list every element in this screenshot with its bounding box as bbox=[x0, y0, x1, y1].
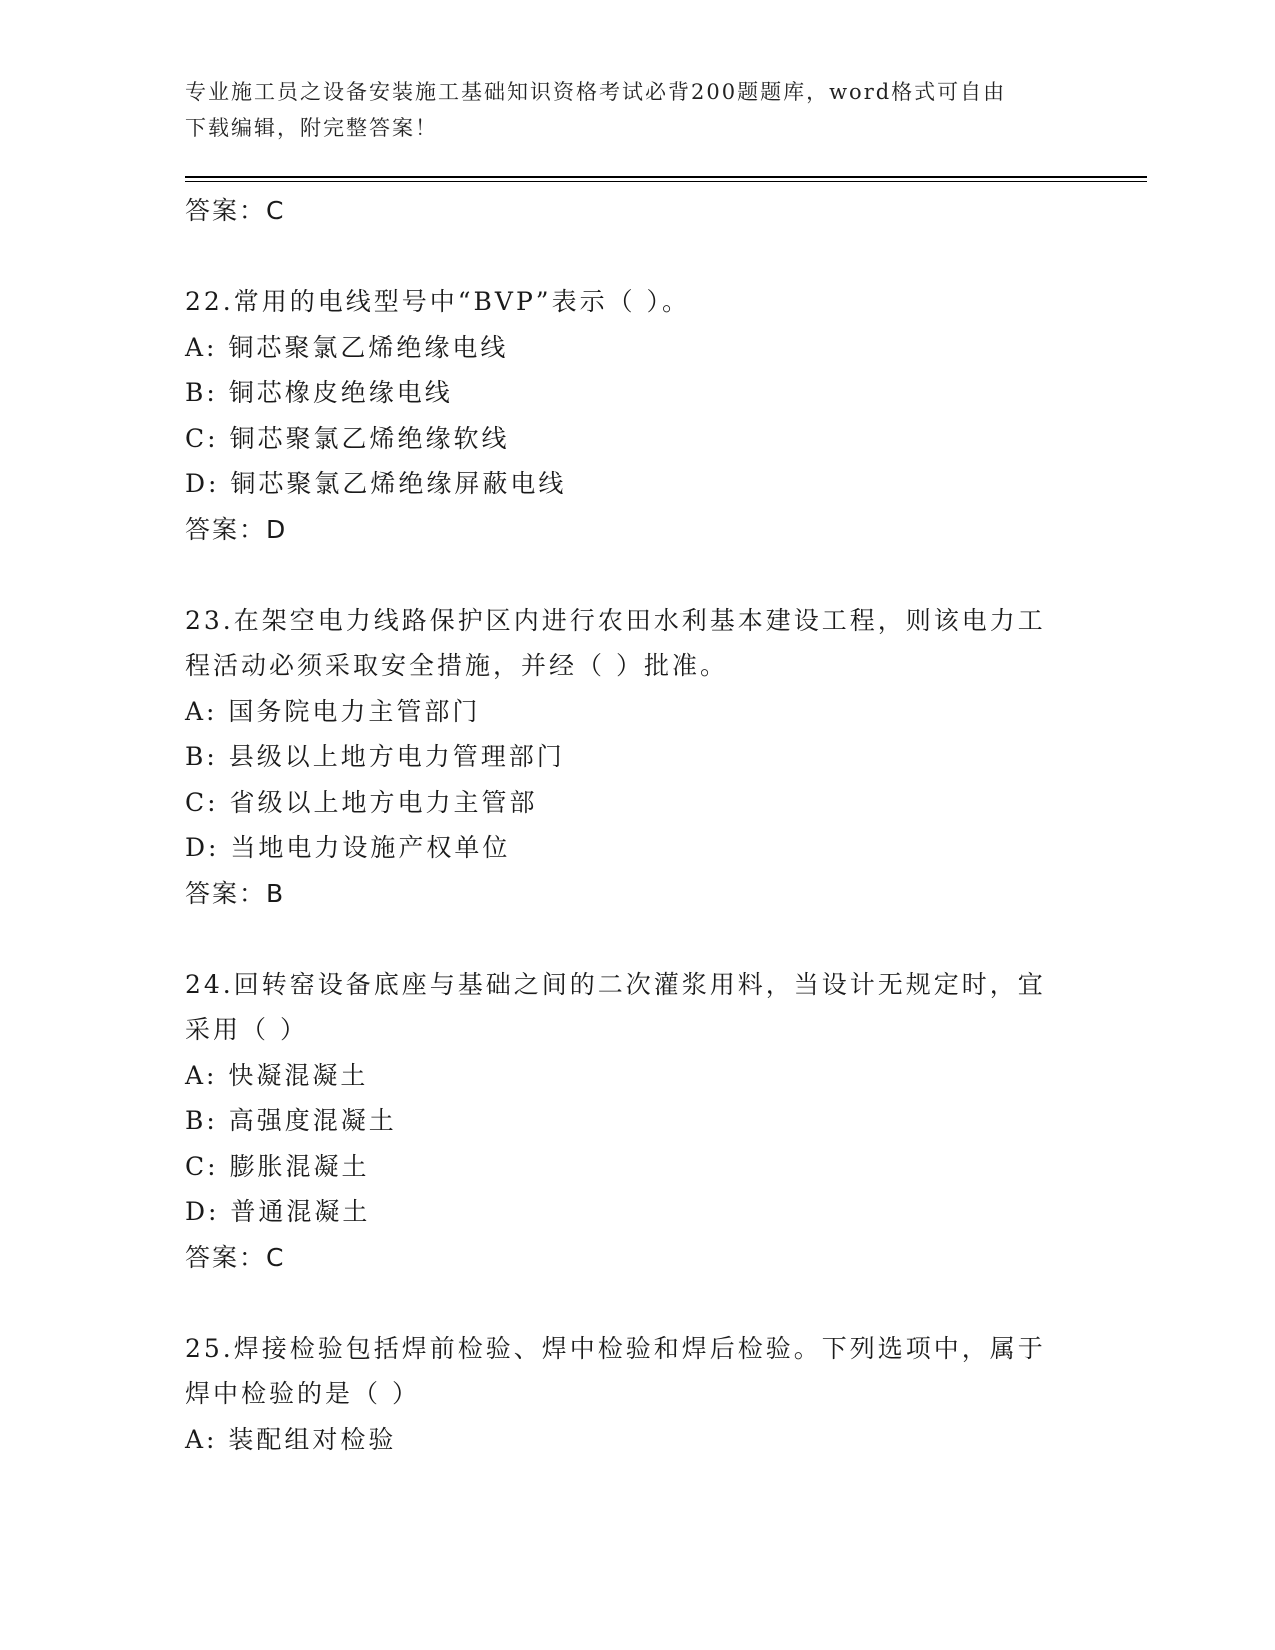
option-a: A: 铜芯聚氯乙烯绝缘电线 bbox=[185, 332, 509, 362]
option-a: A: 快凝混凝土 bbox=[185, 1060, 369, 1090]
question-25 bbox=[185, 1326, 1075, 1463]
option-d: D: 铜芯聚氯乙烯绝缘屏蔽电线 bbox=[185, 469, 567, 498]
document-header bbox=[185, 74, 1065, 146]
option-b: B: 铜芯橡皮绝缘电线 bbox=[185, 378, 453, 407]
question-22 bbox=[185, 279, 1075, 552]
question-title-line-2: 程活动必须采取安全措施，并经（ ）批准。 bbox=[185, 651, 728, 680]
header-line-2: 下载编辑，附完整答案！ bbox=[185, 116, 438, 140]
question-title: 22.常用的电线型号中“BVP”表示（ ）。 bbox=[185, 287, 691, 316]
option-a: A: 装配组对检验 bbox=[185, 1424, 397, 1454]
previous-answer: 答案：C bbox=[185, 196, 286, 225]
option-d: D: 普通混凝土 bbox=[185, 1197, 371, 1226]
answer: 答案：C bbox=[185, 1242, 286, 1272]
question-title-line-1: 23.在架空电力线路保护区内进行农田水利基本建设工程，则该电力工 bbox=[185, 605, 1046, 635]
option-c: C: 省级以上地方电力主管部 bbox=[185, 787, 538, 817]
header-line-1: 专业施工员之设备安装施工基础知识资格考试必背200题题库，word格式可自由 bbox=[185, 80, 1007, 104]
answer: 答案：B bbox=[185, 878, 286, 908]
answer: 答案：D bbox=[185, 514, 288, 544]
option-d: D: 当地电力设施产权单位 bbox=[185, 833, 511, 862]
question-title-line-1: 25.焊接检验包括焊前检验、焊中检验和焊后检验。下列选项中，属于 bbox=[185, 1333, 1046, 1363]
spacer bbox=[185, 916, 1075, 962]
option-b: B: 县级以上地方电力管理部门 bbox=[185, 742, 565, 771]
option-c: C: 膨胀混凝土 bbox=[185, 1151, 370, 1181]
spacer bbox=[185, 234, 1075, 280]
question-title-line-2: 焊中检验的是（ ） bbox=[185, 1379, 420, 1408]
question-23 bbox=[185, 598, 1075, 917]
spacer bbox=[185, 552, 1075, 598]
header-divider-thick bbox=[185, 176, 1147, 178]
option-a: A: 国务院电力主管部门 bbox=[185, 696, 481, 726]
question-title-line-2: 采用（ ） bbox=[185, 1015, 308, 1044]
question-list bbox=[185, 188, 1075, 1462]
option-b: B: 高强度混凝土 bbox=[185, 1106, 397, 1135]
option-c: C: 铜芯聚氯乙烯绝缘软线 bbox=[185, 423, 510, 453]
question-title-line-1: 24.回转窑设备底座与基础之间的二次灌浆用料，当设计无规定时，宜 bbox=[185, 969, 1046, 999]
spacer bbox=[185, 1280, 1075, 1326]
question-24 bbox=[185, 962, 1075, 1281]
header-divider-thin bbox=[185, 181, 1147, 182]
